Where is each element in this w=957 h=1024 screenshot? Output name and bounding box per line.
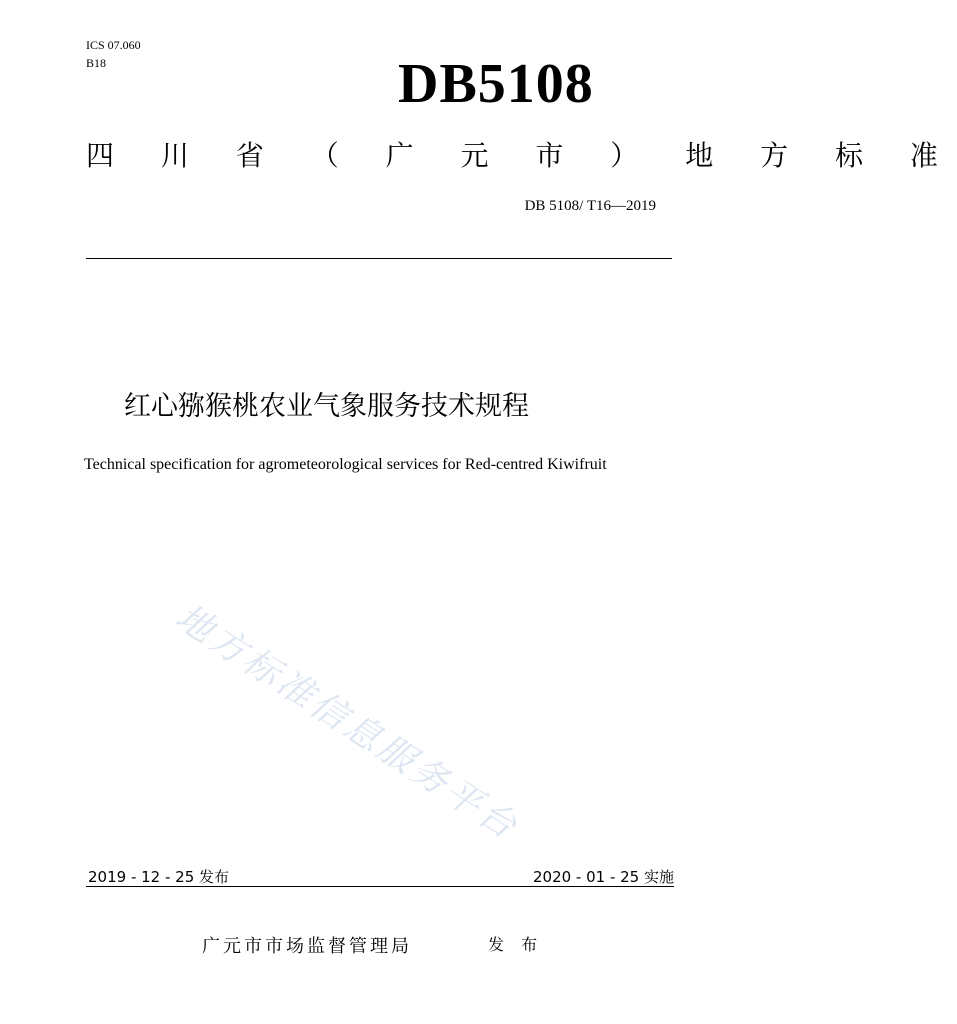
classification-code: B18: [86, 56, 107, 70]
top-divider: [86, 258, 672, 259]
document-title-en: Technical specification for agrometeorological services for Red-centred Kiwifruit: [84, 456, 607, 473]
publish-label: 发 布: [488, 935, 544, 954]
document-title-cn: 红心猕猴桃农业气象服务技术规程: [124, 391, 529, 422]
standard-number: DB 5108/ T16—2019: [524, 198, 656, 214]
bottom-divider: [86, 886, 674, 887]
ics-code: ICS 07.060: [86, 38, 141, 52]
standard-type: 四 川 省 （ 广 元 市 ） 地 方 标 准: [86, 139, 957, 172]
issue-date: 2019 - 12 - 25 发布: [88, 868, 230, 886]
watermark: 地方标准信息服务平台: [168, 596, 527, 849]
publisher: 广元市市场监督管理局: [202, 936, 412, 957]
implementation-date: 2020 - 01 - 25 实施: [532, 868, 674, 886]
standard-code: DB5108: [398, 53, 594, 115]
